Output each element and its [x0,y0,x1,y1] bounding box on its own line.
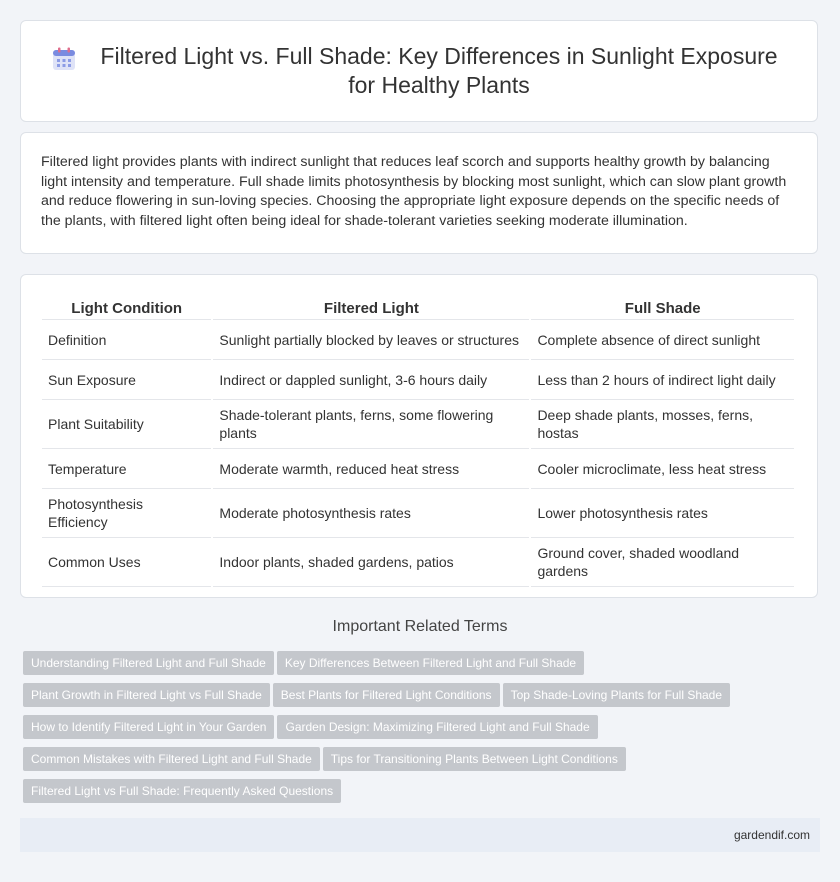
column-header: Filtered Light [213,293,529,320]
table-cell: Moderate photosynthesis rates [213,489,529,538]
title-card [20,20,818,122]
related-term-tag[interactable]: How to Identify Filtered Light in Your Garden [23,715,274,739]
related-term-tag[interactable]: Common Mistakes with Filtered Light and Full Shade [23,747,320,771]
footer [20,818,820,852]
table-cell: Less than 2 hours of indirect light daily [531,360,794,400]
calendar-icon [51,46,77,72]
table-cell: Sunlight partially blocked by leaves or structures [213,320,529,360]
intro-text: Filtered light provides plants with indirect sunlight that reduces leaf scorch and supports healthy growth by balancing light intensity and temperature. Full shade limits photosynthesis by blocking most sunlight, which can slow plant growth and reduce flowering in sun-loving species. Choosing the appropriate light exposure depends on the specific needs of the plants, with filtered light often being ideal for shade-tolerant varieties seeking moderate illumination. [41,154,787,229]
page-title: Filtered Light vs. Full Shade: Key Differences in Sunlight Exposure for Healthy Plants [100,43,778,98]
table-cell: Photosynthesis Efficiency [42,489,211,538]
related-terms-title: Important Related Terms [332,618,508,635]
table-cell: Indirect or dappled sunlight, 3-6 hours daily [213,360,529,400]
table-cell: Temperature [42,449,211,489]
related-term-tag[interactable]: Top Shade-Loving Plants for Full Shade [503,683,730,707]
related-term-tag[interactable]: Understanding Filtered Light and Full Shade [23,651,274,675]
table-cell: Indoor plants, shaded gardens, patios [213,538,529,587]
footer-site-link[interactable]: gardendif.com [733,828,810,842]
related-term-tag[interactable]: Tips for Transitioning Plants Between Light Conditions [323,747,626,771]
title-wrap [21,42,817,100]
related-term-tag[interactable]: Filtered Light vs Full Shade: Frequently Asked Questions [23,779,341,803]
table-cell: Shade-tolerant plants, ferns, some flowering plants [213,400,529,449]
table-row [42,449,794,489]
related-term-tag[interactable]: Garden Design: Maximizing Filtered Light and Full Shade [277,715,597,739]
table-cell: Lower photosynthesis rates [531,489,794,538]
related-term-tag[interactable]: Plant Growth in Filtered Light vs Full Shade [23,683,270,707]
related-term-tag[interactable]: Best Plants for Filtered Light Conditions [273,683,500,707]
related-term-tag[interactable]: Key Differences Between Filtered Light and Full Shade [277,651,584,675]
table-row [42,320,794,360]
table-cell: Ground cover, shaded woodland gardens [531,538,794,587]
table-cell: Complete absence of direct sunlight [531,320,794,360]
table-row [42,538,794,587]
comparison-table [40,293,796,587]
table-cell: Cooler microclimate, less heat stress [531,449,794,489]
table-cell: Moderate warmth, reduced heat stress [213,449,529,489]
table-cell: Plant Suitability [42,400,211,449]
related-terms-list [23,651,813,811]
table-cell: Deep shade plants, mosses, ferns, hostas [531,400,794,449]
table-row [42,360,794,400]
table-cell: Sun Exposure [42,360,211,400]
table-row [42,400,794,449]
table-cell: Definition [42,320,211,360]
table-row [42,489,794,538]
column-header: Full Shade [531,293,794,320]
column-header: Light Condition [42,293,211,320]
comparison-card [20,274,818,598]
intro-card [20,132,818,254]
table-header-row [42,293,794,320]
table-cell: Common Uses [42,538,211,587]
